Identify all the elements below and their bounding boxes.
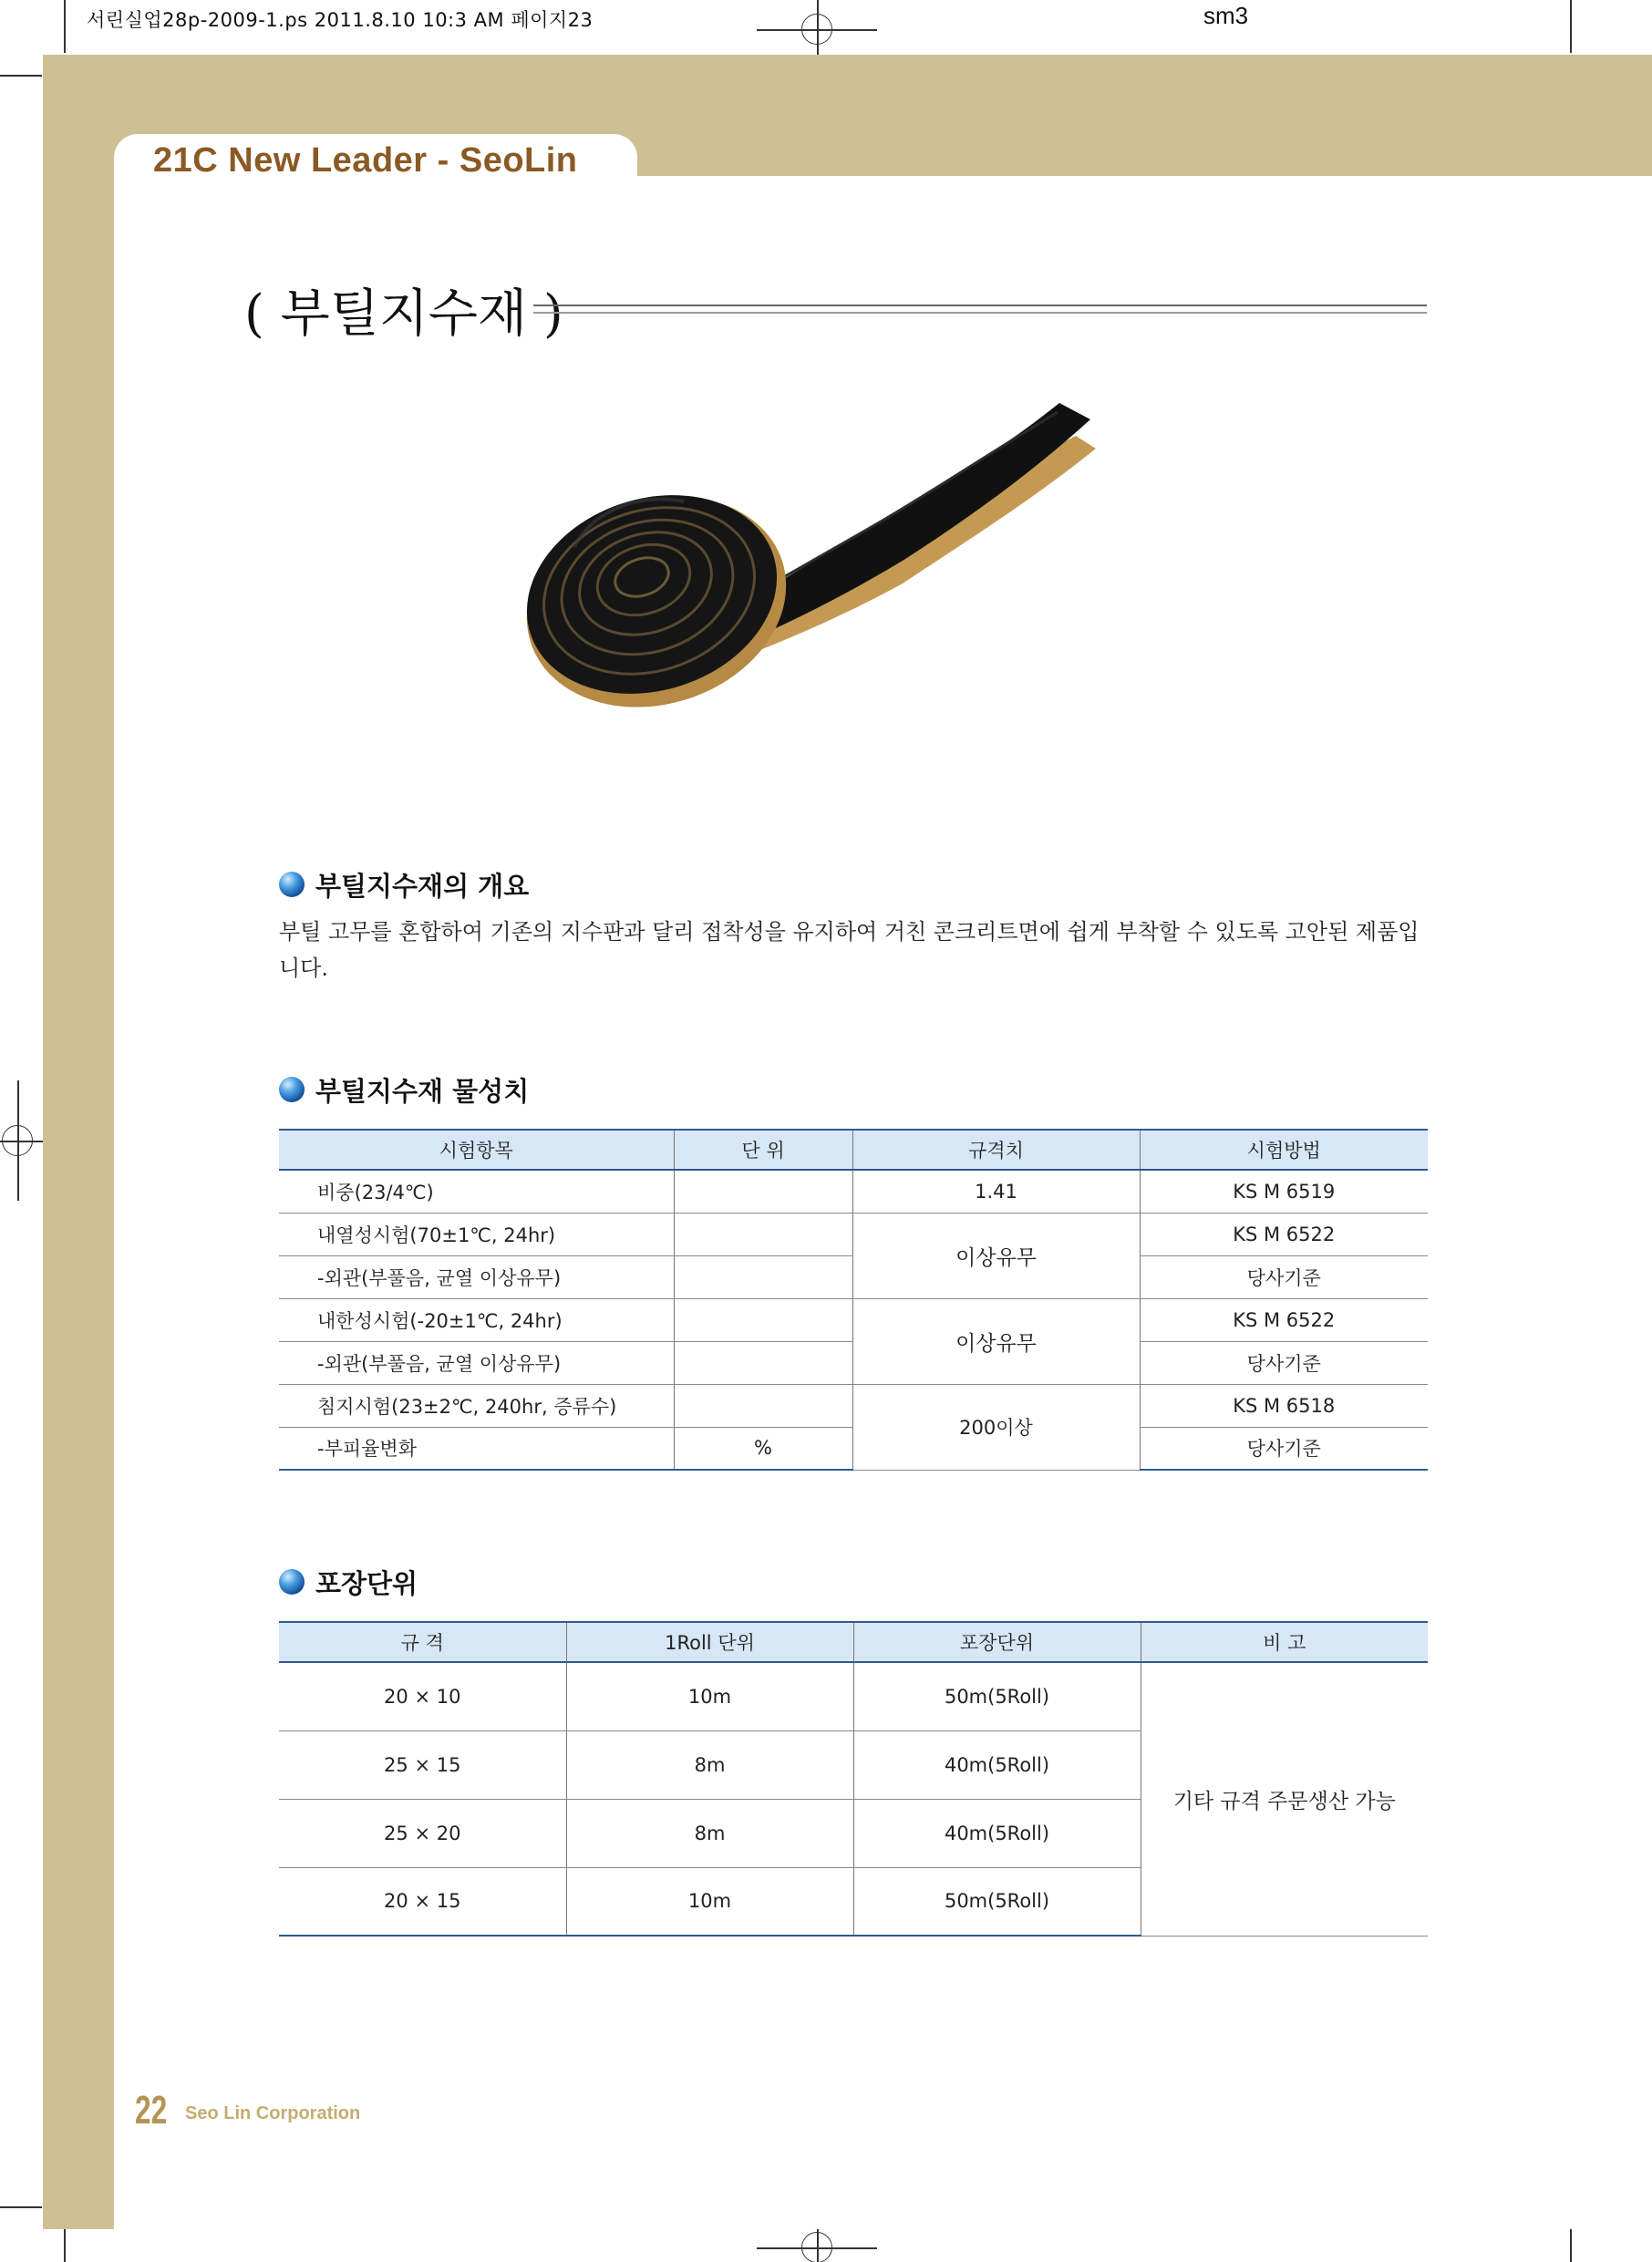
method-cell: 당사기준 (1140, 1427, 1428, 1470)
registration-mark (801, 2232, 832, 2262)
test-item-cell: -부피율변화 (279, 1427, 674, 1470)
section-packaging-heading (279, 1564, 418, 1600)
size-cell: 20 × 10 (279, 1662, 566, 1730)
size-cell: 25 × 20 (279, 1799, 566, 1867)
column-header: 1Roll 단위 (566, 1622, 853, 1662)
spec-cell: 1.41 (852, 1170, 1140, 1213)
footer-corporation: Seo Lin Corporation (185, 2103, 361, 2123)
section-title: 포장단위 (315, 1567, 418, 1599)
bullet-icon (279, 1569, 305, 1595)
spec-cell: 이상유무 (852, 1298, 1140, 1384)
pack-unit-cell: 50m(5Roll) (853, 1867, 1141, 1936)
section-title: 부틸지수재 물성치 (315, 1075, 530, 1107)
size-cell: 25 × 15 (279, 1730, 566, 1799)
bullet-icon (279, 872, 305, 897)
crop-mark (64, 0, 66, 53)
table-header-row (279, 1130, 1428, 1170)
page-number: 22 (135, 2088, 168, 2133)
crop-mark (1570, 2228, 1572, 2262)
method-cell: KS M 6518 (1140, 1384, 1428, 1427)
table-row (279, 1384, 1428, 1427)
note-cell: 기타 규격 주문생산 가능 (1141, 1662, 1428, 1936)
table-row (279, 1213, 1428, 1255)
bullet-icon (279, 1077, 305, 1102)
roll-unit-cell: 10m (566, 1867, 853, 1936)
section-properties-heading (279, 1071, 529, 1108)
unit-cell: % (674, 1427, 852, 1470)
test-item-cell: -외관(부풀음, 균열 이상유무) (279, 1341, 674, 1384)
side-band (43, 55, 114, 2229)
overview-text: 부틸 고무를 혼합하여 기존의 지수판과 달리 접착성을 유지하여 거친 콘크리트면에 쉽게 부착할 수 있도록 고안된 제품입니다. (279, 919, 1420, 981)
test-item-cell: -외관(부풀음, 균열 이상유무) (279, 1255, 674, 1298)
section-title: 부틸지수재의 개요 (315, 870, 530, 902)
size-cell: 20 × 15 (279, 1867, 566, 1936)
registration-mark (801, 14, 832, 45)
column-header: 규 격 (279, 1622, 566, 1662)
roll-unit-cell: 10m (566, 1662, 853, 1730)
method-cell: 당사기준 (1140, 1341, 1428, 1384)
crop-mark (0, 2206, 42, 2208)
column-header: 단 위 (674, 1130, 852, 1170)
test-item-cell: 내한성시험(-20±1℃, 24hr) (279, 1298, 674, 1341)
pack-unit-cell: 50m(5Roll) (853, 1662, 1141, 1730)
roll-unit-cell: 8m (566, 1730, 853, 1799)
crop-mark (1570, 0, 1572, 53)
crop-mark (0, 75, 42, 77)
column-header: 포장단위 (853, 1622, 1141, 1662)
title-rule (533, 305, 1427, 314)
spec-cell: 이상유무 (852, 1213, 1140, 1298)
unit-cell (674, 1213, 852, 1255)
method-cell: KS M 6522 (1140, 1213, 1428, 1255)
roll-unit-cell: 8m (566, 1799, 853, 1867)
table-row (279, 1170, 1428, 1213)
column-header: 시험방법 (1140, 1130, 1428, 1170)
page-title: ( 부틸지수재 ) (244, 284, 563, 344)
print-code: sm3 (1203, 2, 1249, 29)
method-cell: 당사기준 (1140, 1255, 1428, 1298)
column-header: 비 고 (1141, 1622, 1428, 1662)
method-cell: KS M 6519 (1140, 1170, 1428, 1213)
column-header: 시험항목 (279, 1130, 674, 1170)
pack-unit-cell: 40m(5Roll) (853, 1730, 1141, 1799)
table-row (279, 1662, 1428, 1730)
pack-unit-cell: 40m(5Roll) (853, 1799, 1141, 1867)
unit-cell (674, 1341, 852, 1384)
spec-cell: 200이상 (852, 1384, 1140, 1470)
crop-mark (64, 2228, 66, 2262)
test-item-cell: 내열성시험(70±1℃, 24hr) (279, 1213, 674, 1255)
butyl-tape-roll-image (520, 392, 1121, 748)
properties-table (279, 1129, 1428, 1471)
test-item-cell: 침지시험(23±2℃, 240hr, 증류수) (279, 1384, 674, 1427)
brand-title: 21C New Leader - SeoLin (153, 141, 578, 180)
packaging-table (279, 1621, 1428, 1937)
table-row (279, 1298, 1428, 1341)
section-overview-heading (279, 866, 529, 903)
registration-mark (2, 1125, 33, 1156)
method-cell: KS M 6522 (1140, 1298, 1428, 1341)
unit-cell (674, 1384, 852, 1427)
unit-cell (674, 1255, 852, 1298)
table-header-row (279, 1622, 1428, 1662)
column-header: 규격치 (852, 1130, 1140, 1170)
test-item-cell: 비중(23/4℃) (279, 1170, 674, 1213)
unit-cell (674, 1170, 852, 1213)
print-slug: 서린실업28p-2009-1.ps 2011.8.10 10:3 AM 페이지23 (87, 9, 594, 31)
unit-cell (674, 1298, 852, 1341)
